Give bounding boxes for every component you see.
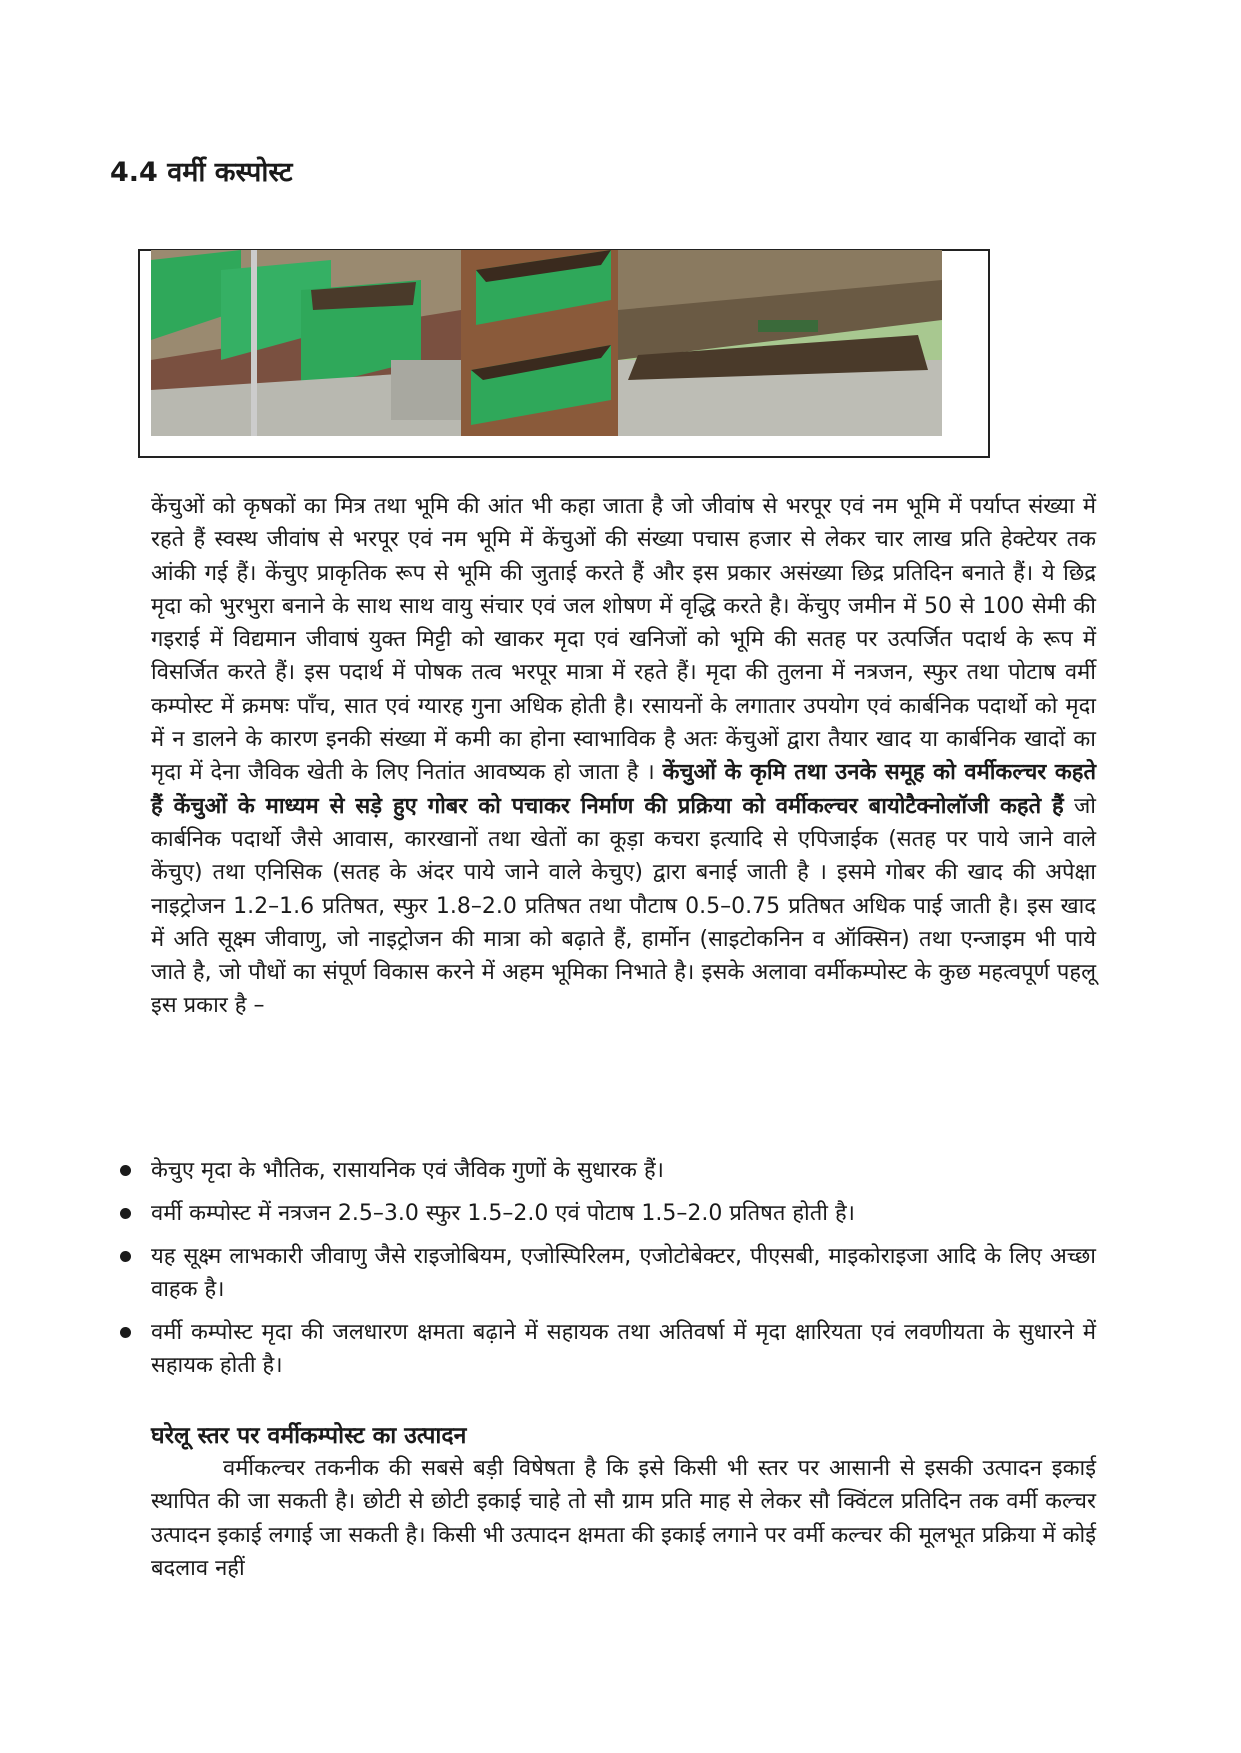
list-item-text: वर्मी कम्पोस्ट मृदा की जलधारण क्षमता बढ़ाने में सहायक तथा अतिवर्षा में मृदा क्षारियता एवं लवणीयता के सुधारने में सहायक होती है। — [151, 1320, 1096, 1378]
section-heading: 4.4 वर्मी कस्पोस्ट — [110, 157, 293, 188]
intro-text: केंचुओं को कृषकों का मित्र तथा भूमि की आंत भी कहा जाता है जो जीवांष से भरपूर एवं नम भूमि में पर्याप्त संख्या में रहते हैं स्वस्थ जीवांष से भरपूर एवं नम भूमि में केंचुओं की संख्या पचास हजार से लेकर चार लाख प्रति हेक्टेयर तक आंकी गई हैं। केंचुए प्राकृतिक रूप से भूमि की जुताई करते हैं और इस प्रकार असंख्या छिद्र प्रतिदिन बनाते हैं। ये छिद्र मृदा को भुरभुरा बनाने के साथ साथ वायु संचार एवं जल शोषण में वृद्धि करते है। केंचुए जमीन में 50 से 100 सेमी की गइराई में विद्यमान जीवाषं युक्त मिट्टी को खाकर मृदा एवं खनिजों को भूमि की सतह पर उत्पर्जित पदार्थ के रूप में विसर्जित करते हैं। इस पदार्थ में पोषक तत्व भरपूर मात्रा में रहते हैं। मृदा की तुलना में नत्रजन, स्फुर तथा पोटाष वर्मी कम्पोस्ट में क्रमषः पाँच, सात एवं ग्यारह गुना अधिक होती है। रसायनों के लगातार उपयोग एवं कार्बनिक पदार्थो को मृदा में न डालने के कारण इनकी संख्या में कमी का होना स्वाभाविक है अतः केंचुओं द्वारा तैयार खाद या कार्बनिक खादों का मृदा में देना जैविक खेती के लिए नितांत आवष्यक हो जाता है । — [151, 494, 1096, 786]
production-paragraph: वर्मीकल्चर तकनीक की सबसे बड़ी विषेषता है कि इसे किसी भी स्तर पर आसानी से इसकी उत्पादन इकाई स्थापित की जा सकती है। छोटी से छोटी इकाई चाहे तो सौ ग्राम प्रति माह से लेकर सौ क्विंटल प्रतिदिन तक वर्मी कल्चर उत्पादन इकाई लगाई जा सकती है। किसी भी उत्पादन क्षमता की इकाई लगाने पर वर्मी कल्चर की मूलभूत प्रक्रिया में कोई बदलाव नहीं — [151, 1456, 1096, 1581]
vermicompost-green-beds-photo — [151, 250, 461, 436]
bullet-icon — [120, 1251, 131, 1262]
vermicompost-shed-photo — [618, 250, 942, 436]
list-item-text: केचुए मृदा के भौतिक, रासायनिक एवं जैविक गुणों के सुधारक हैं। — [151, 1158, 664, 1183]
list-item — [120, 1316, 1096, 1382]
list-item — [120, 1240, 1096, 1306]
list-item — [120, 1197, 1096, 1230]
bullet-icon — [120, 1327, 131, 1338]
intro-paragraph — [151, 490, 1096, 1023]
bullet-icon — [120, 1165, 131, 1176]
bullet-icon — [120, 1208, 131, 1219]
list-item — [120, 1154, 1096, 1187]
intro-bold-definition: केंचुओं के कृमि तथा उनके समूह को वर्मीकल्चर कहते हैं केंचुओं के माध्यम से सड़े हुए गोबर को पचाकर निर्माण की प्रक्रिया को वर्मीकल्चर बायोटैक्नोलॉजी कहते हैं — [151, 760, 1096, 819]
list-item-text: वर्मी कम्पोस्ट में नत्रजन 2.5–3.0 स्फुर 1.5–2.0 एवं पोटाष 1.5–2.0 प्रतिषत होती है। — [151, 1201, 855, 1226]
vermicompost-bags-photo — [461, 250, 618, 436]
intro-text-continued: जो कार्बनिक पदार्थो जैसे आवास, कारखानों तथा खेतों का कूड़ा कचरा इत्यादि से एपिजाईक (सतह पर पाये जाने वाले केंचुए) तथा एनिसिक (सतह के अंदर पाये जाने वाले केचुए) द्वारा बनाई जाती है । इसमे गोबर की खाद की अपेक्षा नाइट्रोजन 1.2–1.6 प्रतिषत, स्फुर 1.8–2.0 प्रतिषत तथा पौटाष 0.5–0.75 प्रतिषत अधिक पाई जाती है। इस खाद में अति सूक्ष्म जीवाणु, जो नाइट्रोजन की मात्रा को बढ़ाते हैं, हार्मोन (साइटोकनिन व ऑक्सिन) तथा एन्जाइम भी पाये जाते है, जो पौधों का संपूर्ण विकास करने में अहम भूमिका निभाते है। इसके अलावा वर्मीकम्पोस्ट के कुछ महत्वपूर्ण पहलू इस प्रकार है – — [151, 793, 1096, 1019]
subsection-heading: घरेलू स्तर पर वर्मीकम्पोस्ट का उत्पादन — [151, 1423, 467, 1449]
benefits-list — [120, 1154, 1096, 1392]
list-item-text: यह सूक्ष्म लाभकारी जीवाणु जैसे राइजोबियम, एजोस्पिरिलम, एजोटोबेक्टर, पीएसबी, माइकोराइजा आदि के लिए अच्छा वाहक है। — [151, 1244, 1096, 1302]
